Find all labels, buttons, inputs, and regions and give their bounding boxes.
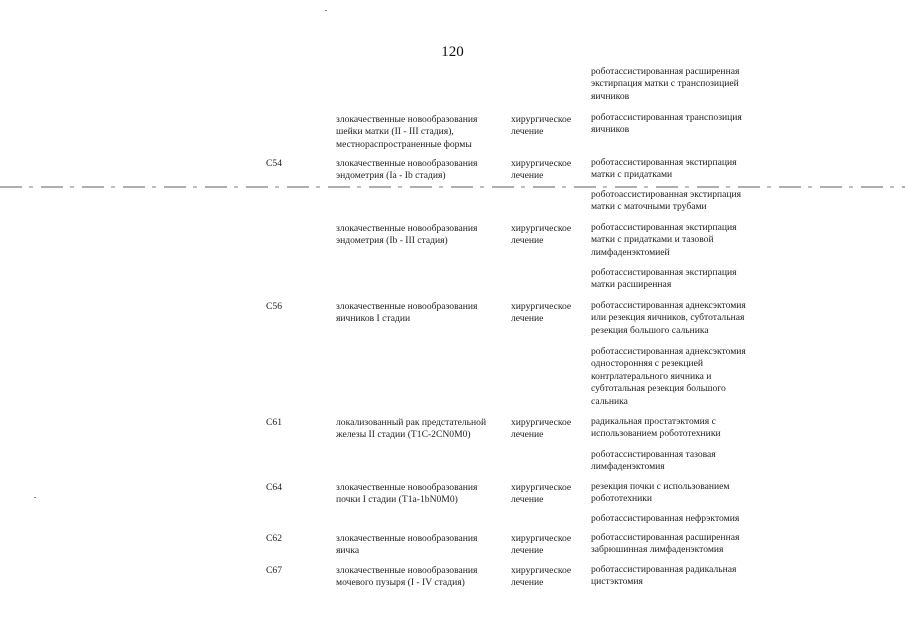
row-4-code: C56 xyxy=(266,301,282,312)
row-4-diagnosis: злокачественные новообразования яичников I стадии xyxy=(336,301,478,325)
row-1-method-0: роботассистированная транспозиция яичников xyxy=(591,112,742,136)
row-0-method-0: роботассистированная расширенная экстирпация матки с транспозицией яичников xyxy=(591,66,740,102)
scan-speck xyxy=(34,497,36,498)
row-6-code: C64 xyxy=(266,482,282,493)
row-5-diagnosis: локализованный рак предстательной железы II стадии (T1C-2CN0M0) xyxy=(336,417,487,441)
row-4-treatment: хирургическое лечение xyxy=(511,301,572,325)
row-6-diagnosis: злокачественные новообразования почки I стадии (T1a-1bN0M0) xyxy=(336,482,478,506)
row-3-method-0: роботассистированная экстирпация матки с придатками и тазовой лимфаденэктомией xyxy=(591,222,737,258)
scan-artifact-line xyxy=(0,186,905,188)
row-1-treatment: хирургическое лечение xyxy=(511,114,572,138)
row-8-diagnosis: злокачественные новообразования мочевого пузыря (I - IV стадия) xyxy=(336,565,478,589)
row-7-code: C62 xyxy=(266,533,282,544)
row-6-method-0: резекция почки с использованием робототехники xyxy=(591,481,730,505)
row-3-treatment: хирургическое лечение xyxy=(511,223,572,247)
row-5-method-1: роботассистированная тазовая лимфаденэктомия xyxy=(591,449,716,473)
row-5-code: C61 xyxy=(266,417,282,428)
row-7-method-0: роботассистированная расширенная забрюшинная лимфаденэктомия xyxy=(591,532,740,556)
row-8-method-0: роботассистированная радикальная цистэктомия xyxy=(591,564,737,588)
row-6-treatment: хирургическое лечение xyxy=(511,482,572,506)
row-6-method-1: роботассистированная нефрэктомия xyxy=(591,513,740,524)
row-2-treatment: хирургическое лечение xyxy=(511,158,572,182)
page-number: 120 xyxy=(441,44,464,60)
row-2-diagnosis: злокачественные новообразования эндометрия (Ia - Ib стадия) xyxy=(336,158,478,182)
row-2-method-1: роботоассистированная экстирпация матки с маточными трубами xyxy=(591,189,742,213)
row-5-treatment: хирургическое лечение xyxy=(511,417,572,441)
row-2-code: C54 xyxy=(266,158,282,169)
row-5-method-0: радикальная простатэктомия с использованием робототехники xyxy=(591,416,721,440)
row-7-treatment: хирургическое лечение xyxy=(511,533,572,557)
row-3-method-1: роботассистированная экстирпация матки расширенная xyxy=(591,267,737,291)
row-2-method-0: роботассистированная экстирпация матки с придатками xyxy=(591,157,737,181)
row-8-treatment: хирургическое лечение xyxy=(511,565,572,589)
row-4-method-1: роботассистированная аднексэктомия односторонняя с резекцией контрлатерального яичника и субтотальная резекция большого сальника xyxy=(591,346,746,407)
row-1-diagnosis: злокачественные новообразования шейки матки (II - III стадия), местнораспространенные формы xyxy=(336,114,478,150)
scan-speck xyxy=(325,10,327,11)
row-8-code: C67 xyxy=(266,565,282,576)
row-3-diagnosis: злокачественные новообразования эндометрия (Ib - III стадия) xyxy=(336,223,478,247)
row-7-diagnosis: злокачественные новообразования яичка xyxy=(336,533,478,557)
row-4-method-0: роботассистированная аднексэктомия или резекция яичников, субтотальная резекция большого сальника xyxy=(591,300,746,336)
